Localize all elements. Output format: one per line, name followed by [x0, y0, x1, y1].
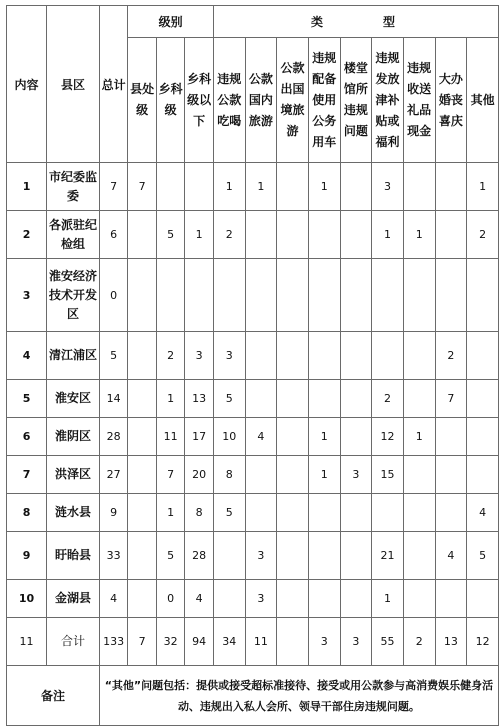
value-cell: 1 — [213, 163, 245, 211]
value-cell: 1 — [372, 580, 404, 618]
value-cell — [340, 532, 372, 580]
value-cell: 34 — [213, 618, 245, 666]
header-type-3: 公款出国境旅游 — [277, 38, 309, 163]
table-header — [7, 6, 499, 163]
value-cell — [277, 532, 309, 580]
value-cell — [403, 163, 435, 211]
value-cell: 7 — [128, 163, 157, 211]
value-cell — [156, 163, 185, 211]
header-county: 县区 — [47, 6, 100, 163]
value-cell — [372, 332, 404, 380]
value-cell — [467, 332, 499, 380]
value-cell — [467, 580, 499, 618]
value-cell — [340, 418, 372, 456]
value-cell — [277, 332, 309, 380]
value-cell: 7 — [156, 456, 185, 494]
total-cell: 27 — [99, 456, 128, 494]
value-cell — [277, 418, 309, 456]
value-cell: 5 — [156, 532, 185, 580]
row-index: 9 — [7, 532, 47, 580]
value-cell — [403, 259, 435, 332]
header-type-5: 楼堂馆所违规问题 — [340, 38, 372, 163]
table-row — [7, 259, 499, 332]
value-cell: 1 — [185, 211, 214, 259]
value-cell — [467, 380, 499, 418]
total-cell: 28 — [99, 418, 128, 456]
value-cell: 94 — [185, 618, 214, 666]
header-type-4: 违规配备使用公务用车 — [308, 38, 340, 163]
value-cell — [308, 494, 340, 532]
value-cell: 17 — [185, 418, 214, 456]
row-index: 4 — [7, 332, 47, 380]
total-cell: 0 — [99, 259, 128, 332]
value-cell: 2 — [435, 332, 467, 380]
value-cell: 1 — [245, 163, 277, 211]
value-cell: 4 — [467, 494, 499, 532]
total-cell: 6 — [99, 211, 128, 259]
value-cell: 5 — [213, 494, 245, 532]
value-cell — [340, 494, 372, 532]
value-cell — [467, 259, 499, 332]
table-row — [7, 380, 499, 418]
value-cell: 1 — [467, 163, 499, 211]
value-cell — [185, 163, 214, 211]
county-name: 金湖县 — [47, 580, 100, 618]
row-index: 3 — [7, 259, 47, 332]
county-name: 洪泽区 — [47, 456, 100, 494]
table-row — [7, 163, 499, 211]
table-row — [7, 456, 499, 494]
value-cell — [435, 580, 467, 618]
header-level-1: 县处级 — [128, 38, 157, 163]
header-type-7: 违规收送礼品现金 — [403, 38, 435, 163]
note-label: 备注 — [7, 666, 100, 726]
value-cell — [277, 163, 309, 211]
value-cell: 3 — [340, 618, 372, 666]
value-cell: 32 — [156, 618, 185, 666]
value-cell — [213, 580, 245, 618]
value-cell — [185, 259, 214, 332]
value-cell — [128, 380, 157, 418]
county-name: 淮安经济技术开发区 — [47, 259, 100, 332]
value-cell: 1 — [372, 211, 404, 259]
row-index: 10 — [7, 580, 47, 618]
value-cell — [403, 332, 435, 380]
value-cell: 2 — [213, 211, 245, 259]
value-cell: 7 — [435, 380, 467, 418]
statistics-table — [6, 5, 499, 726]
value-cell — [128, 211, 157, 259]
county-name: 淮安区 — [47, 380, 100, 418]
value-cell: 20 — [185, 456, 214, 494]
value-cell: 12 — [467, 618, 499, 666]
value-cell: 8 — [185, 494, 214, 532]
value-cell: 4 — [435, 532, 467, 580]
value-cell: 0 — [156, 580, 185, 618]
value-cell — [340, 580, 372, 618]
value-cell — [403, 456, 435, 494]
total-cell: 14 — [99, 380, 128, 418]
value-cell — [372, 494, 404, 532]
value-cell — [308, 332, 340, 380]
value-cell — [213, 259, 245, 332]
row-index: 6 — [7, 418, 47, 456]
table-row — [7, 211, 499, 259]
header-type-2: 公款国内旅游 — [245, 38, 277, 163]
value-cell — [277, 618, 309, 666]
value-cell — [128, 494, 157, 532]
header-content: 内容 — [7, 6, 47, 163]
value-cell — [372, 259, 404, 332]
table-row — [7, 332, 499, 380]
row-index: 2 — [7, 211, 47, 259]
note-text: “其他”问题包括：提供或接受超标准接待、接受或用公款参与高消费娱乐健身活动、违规出入私人会所、领导干部住房违规问题。 — [99, 666, 498, 726]
value-cell — [435, 494, 467, 532]
header-type-9: 其他 — [467, 38, 499, 163]
value-cell — [245, 456, 277, 494]
value-cell — [435, 456, 467, 494]
value-cell — [308, 211, 340, 259]
value-cell — [245, 494, 277, 532]
value-cell — [467, 418, 499, 456]
value-cell — [403, 380, 435, 418]
value-cell: 3 — [308, 618, 340, 666]
total-cell: 9 — [99, 494, 128, 532]
value-cell: 13 — [185, 380, 214, 418]
value-cell: 1 — [308, 456, 340, 494]
value-cell — [245, 380, 277, 418]
total-cell: 4 — [99, 580, 128, 618]
value-cell: 2 — [403, 618, 435, 666]
row-index: 8 — [7, 494, 47, 532]
header-type-8: 大办婚丧喜庆 — [435, 38, 467, 163]
value-cell: 21 — [372, 532, 404, 580]
value-cell: 1 — [308, 418, 340, 456]
row-index: 7 — [7, 456, 47, 494]
header-level-group: 级别 — [128, 6, 214, 38]
total-row — [7, 618, 499, 666]
value-cell — [340, 259, 372, 332]
value-cell — [340, 380, 372, 418]
value-cell: 1 — [308, 163, 340, 211]
value-cell: 28 — [185, 532, 214, 580]
value-cell: 4 — [245, 418, 277, 456]
value-cell — [308, 532, 340, 580]
value-cell — [156, 259, 185, 332]
value-cell: 2 — [372, 380, 404, 418]
county-name: 涟水县 — [47, 494, 100, 532]
value-cell — [308, 380, 340, 418]
total-cell: 33 — [99, 532, 128, 580]
header-total: 总计 — [99, 6, 128, 163]
value-cell: 2 — [467, 211, 499, 259]
value-cell — [403, 580, 435, 618]
value-cell: 12 — [372, 418, 404, 456]
value-cell: 8 — [213, 456, 245, 494]
value-cell — [128, 418, 157, 456]
value-cell: 11 — [245, 618, 277, 666]
county-name: 盱眙县 — [47, 532, 100, 580]
value-cell — [277, 259, 309, 332]
value-cell — [340, 211, 372, 259]
header-level-3: 乡科级以下 — [185, 38, 214, 163]
value-cell: 5 — [213, 380, 245, 418]
value-cell: 4 — [185, 580, 214, 618]
value-cell — [435, 163, 467, 211]
value-cell: 3 — [185, 332, 214, 380]
value-cell — [467, 456, 499, 494]
row-index: 11 — [7, 618, 47, 666]
table-row — [7, 580, 499, 618]
total-cell: 7 — [99, 163, 128, 211]
value-cell — [308, 259, 340, 332]
value-cell — [435, 259, 467, 332]
value-cell: 5 — [467, 532, 499, 580]
value-cell: 2 — [156, 332, 185, 380]
total-cell: 5 — [99, 332, 128, 380]
value-cell: 11 — [156, 418, 185, 456]
table-body — [7, 163, 499, 666]
value-cell: 3 — [213, 332, 245, 380]
value-cell: 3 — [245, 532, 277, 580]
header-type-group: 类 型 — [213, 6, 498, 38]
value-cell: 10 — [213, 418, 245, 456]
value-cell: 7 — [128, 618, 157, 666]
county-name: 合计 — [47, 618, 100, 666]
value-cell — [128, 532, 157, 580]
value-cell — [340, 332, 372, 380]
value-cell: 3 — [340, 456, 372, 494]
value-cell: 1 — [403, 211, 435, 259]
value-cell — [435, 418, 467, 456]
value-cell: 15 — [372, 456, 404, 494]
value-cell: 5 — [156, 211, 185, 259]
value-cell — [245, 332, 277, 380]
value-cell — [435, 211, 467, 259]
value-cell — [277, 494, 309, 532]
table-row — [7, 418, 499, 456]
value-cell: 1 — [156, 494, 185, 532]
header-type-6: 违规发放津补贴或福利 — [372, 38, 404, 163]
value-cell — [277, 456, 309, 494]
table-row — [7, 494, 499, 532]
county-name: 淮阴区 — [47, 418, 100, 456]
value-cell — [277, 211, 309, 259]
value-cell — [128, 456, 157, 494]
value-cell: 1 — [156, 380, 185, 418]
value-cell: 3 — [245, 580, 277, 618]
total-cell: 133 — [99, 618, 128, 666]
row-index: 1 — [7, 163, 47, 211]
row-index: 5 — [7, 380, 47, 418]
county-name: 清江浦区 — [47, 332, 100, 380]
value-cell — [277, 380, 309, 418]
value-cell — [308, 580, 340, 618]
value-cell: 3 — [372, 163, 404, 211]
value-cell — [403, 494, 435, 532]
value-cell — [128, 259, 157, 332]
value-cell — [277, 580, 309, 618]
value-cell: 13 — [435, 618, 467, 666]
note-row — [7, 666, 499, 726]
value-cell: 1 — [403, 418, 435, 456]
county-name: 市纪委监委 — [47, 163, 100, 211]
header-level-2: 乡科级 — [156, 38, 185, 163]
county-name: 各派驻纪检组 — [47, 211, 100, 259]
value-cell — [128, 332, 157, 380]
value-cell: 55 — [372, 618, 404, 666]
value-cell — [128, 580, 157, 618]
value-cell — [213, 532, 245, 580]
value-cell — [245, 259, 277, 332]
table-row — [7, 532, 499, 580]
value-cell — [245, 211, 277, 259]
header-type-1: 违规公款吃喝 — [213, 38, 245, 163]
value-cell — [340, 163, 372, 211]
value-cell — [403, 532, 435, 580]
